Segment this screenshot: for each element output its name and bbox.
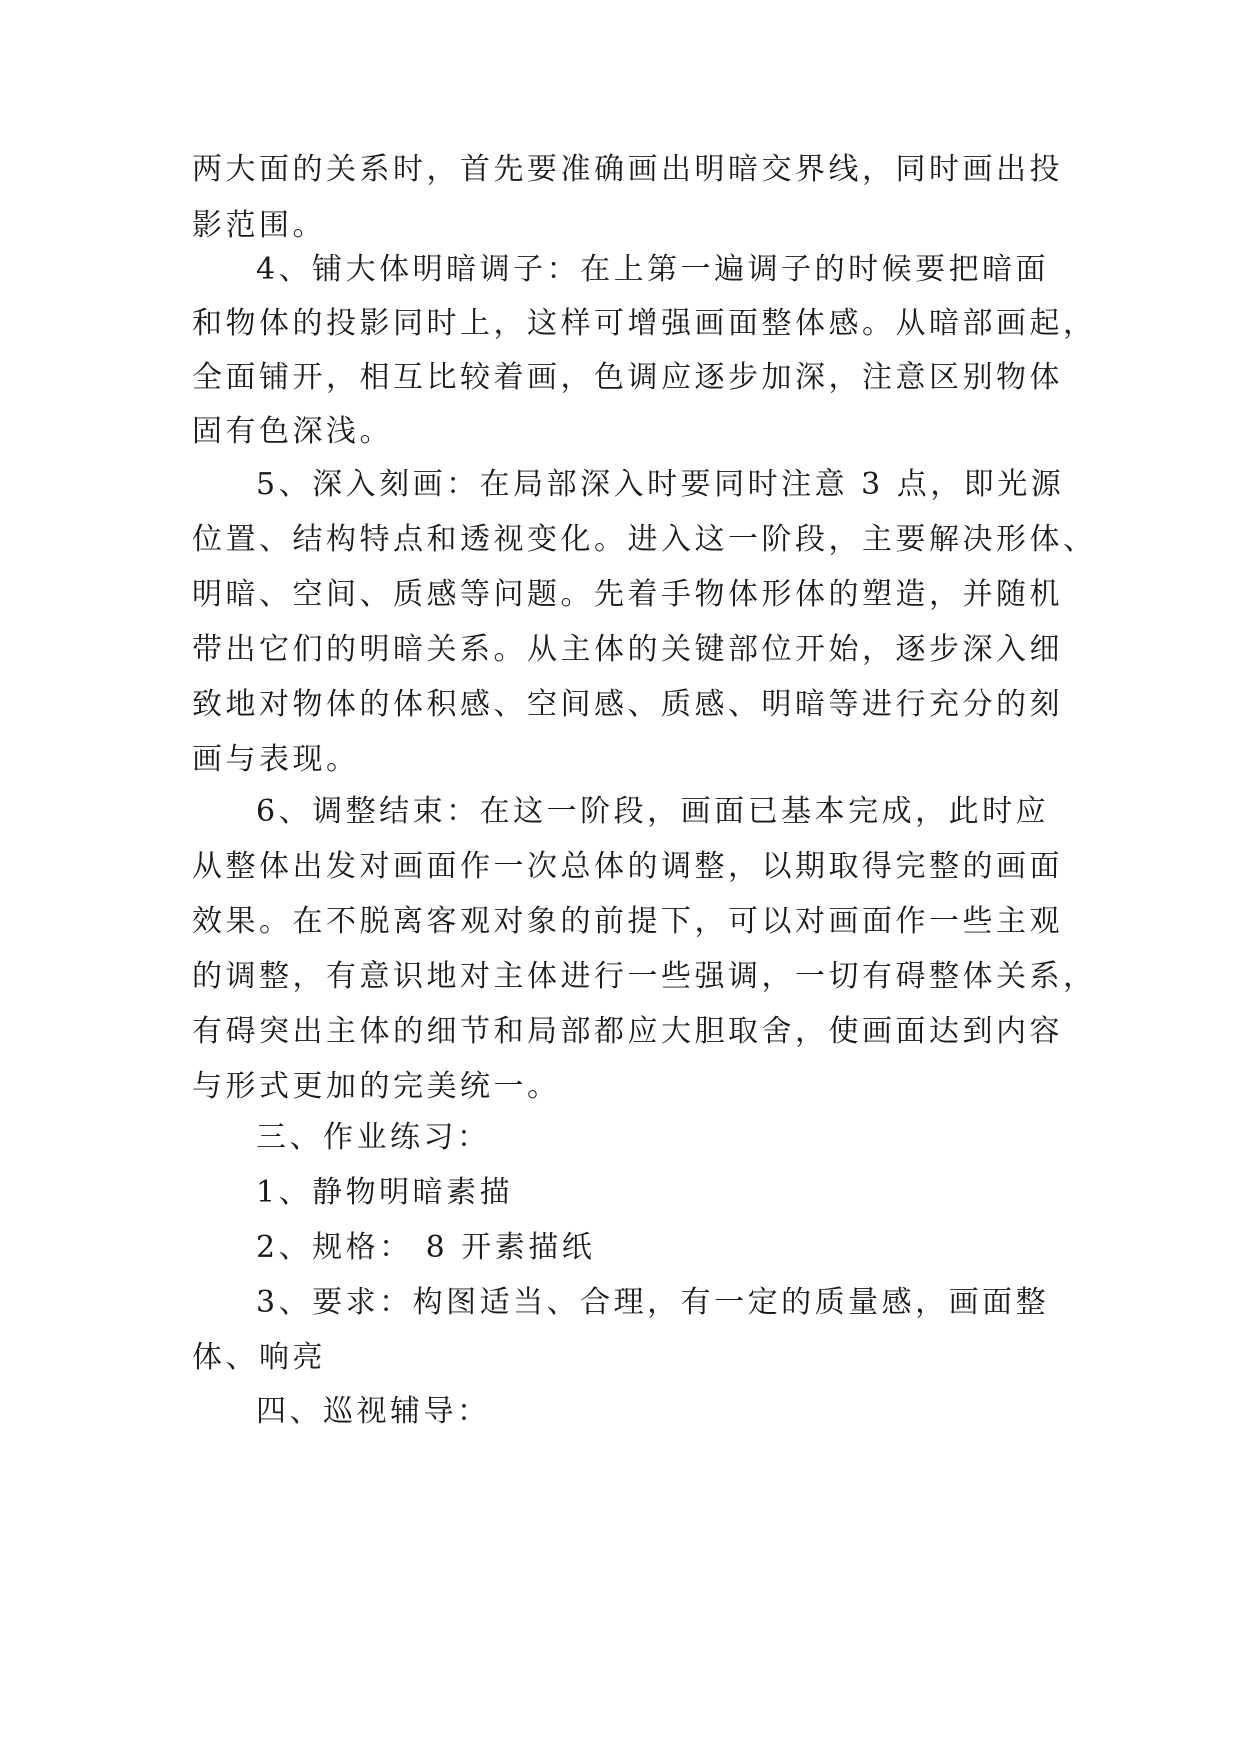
text-line: 从整体出发对画面作一次总体的调整，以期取得完整的画面 xyxy=(192,849,1063,884)
text-line: 固有色深浅。 xyxy=(192,414,393,449)
text-line: 带出它们的明暗关系。从主体的关键部位开始，逐步深入细 xyxy=(192,632,1063,667)
text-line: 有碍突出主体的细节和局部都应大胆取舍，使画面达到内容 xyxy=(192,1014,1063,1049)
text-line: 4、铺大体明暗调子：在上第一遍调子的时候要把暗面 xyxy=(256,252,1050,287)
text-line: 5、深入刻画：在局部深入时要同时注意 3 点，即光源 xyxy=(256,467,1065,502)
text-line: 2、规格： 8 开素描纸 xyxy=(256,1230,596,1265)
text-line: 与形式更加的完美统一。 xyxy=(192,1069,561,1104)
text-line: 影范围。 xyxy=(192,208,326,243)
text-line: 1、静物明暗素描 xyxy=(256,1175,514,1210)
text-line: 画与表现。 xyxy=(192,742,360,777)
text-line: 致地对物体的体积感、空间感、质感、明暗等进行充分的刻 xyxy=(192,687,1063,722)
text-line: 四、巡视辅导： xyxy=(256,1394,491,1429)
text-line: 体、响亮 xyxy=(192,1340,326,1375)
text-line: 明暗、空间、质感等问题。先着手物体形体的塑造，并随机 xyxy=(192,577,1063,612)
text-line: 6、调整结束：在这一阶段，画面已基本完成，此时应 xyxy=(256,794,1050,829)
text-line: 两大面的关系时，首先要准确画出明暗交界线，同时画出投 xyxy=(192,152,1063,187)
text-line: 和物体的投影同时上，这样可增强画面整体感。从暗部画起， xyxy=(192,306,1097,341)
text-line: 效果。在不脱离客观对象的前提下，可以对画面作一些主观 xyxy=(192,904,1063,939)
text-line: 位置、结构特点和透视变化。进入这一阶段，主要解决形体、 xyxy=(192,522,1097,557)
text-line: 的调整，有意识地对主体进行一些强调，一切有碍整体关系， xyxy=(192,959,1097,994)
text-line: 3、要求：构图适当、合理，有一定的质量感，画面整 xyxy=(256,1285,1050,1320)
text-line: 全面铺开，相互比较着画，色调应逐步加深，注意区别物体 xyxy=(192,360,1063,395)
text-line: 三、作业练习： xyxy=(256,1120,491,1155)
